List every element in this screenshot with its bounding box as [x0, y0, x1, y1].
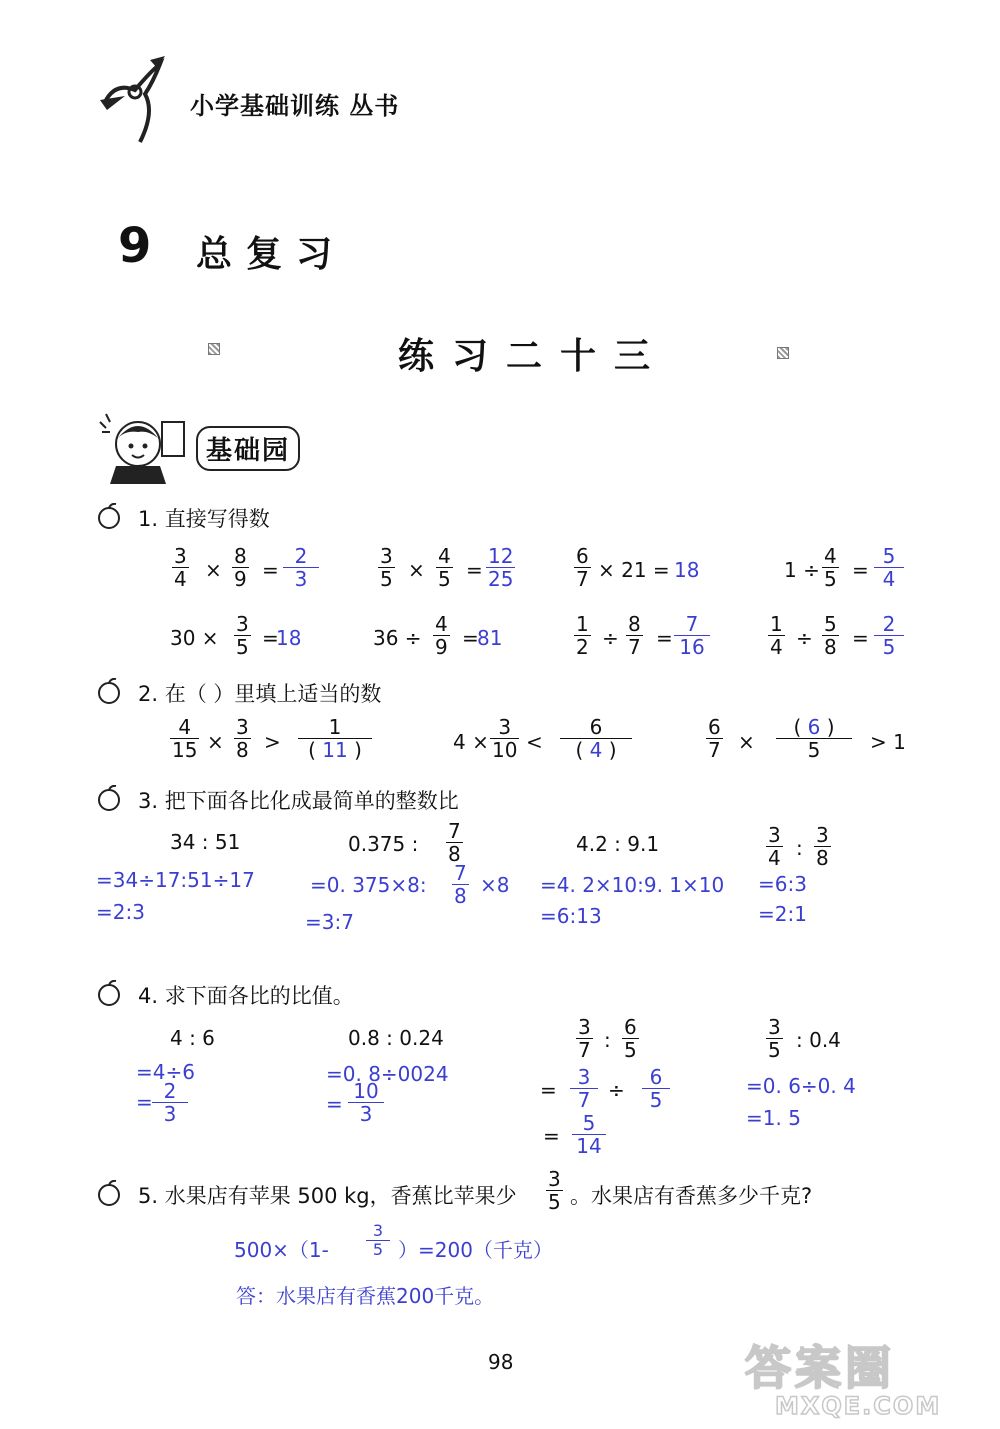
- fraction: 4 15: [172, 715, 198, 762]
- fraction: 6 5: [642, 1066, 670, 1111]
- fraction: 7 8: [448, 819, 461, 866]
- fraction: 3 7: [578, 1015, 591, 1062]
- fraction: 6 7: [708, 715, 721, 762]
- answer: 81: [477, 626, 503, 650]
- fraction: 4 9: [435, 612, 448, 659]
- fraction: 3 7: [570, 1066, 598, 1111]
- fraction: 3 8: [816, 823, 829, 870]
- fraction: 8 9: [234, 544, 247, 591]
- blank-answer: 4: [589, 738, 603, 762]
- ornament-right-icon: [777, 347, 789, 359]
- blank-fraction: ( 6 ) 5: [776, 716, 852, 761]
- question-1-label: 1. 直接写得数: [138, 507, 270, 531]
- apple-bullet-icon: [96, 980, 122, 1006]
- answer-fraction: 5 4: [874, 545, 904, 590]
- answer: 18: [674, 558, 700, 582]
- section-banner: [96, 408, 296, 486]
- apple-bullet-icon: [96, 503, 122, 529]
- question-5-label-tail: 。水果店有香蕉多少千克?: [570, 1184, 813, 1208]
- watermark: [735, 1330, 985, 1425]
- blank-answer: 11: [322, 738, 348, 762]
- blank-fraction: 6 ( 4 ): [560, 716, 632, 761]
- fraction: 6 7: [576, 544, 589, 591]
- chapter-title: 总复习: [196, 234, 347, 275]
- answer-fraction: 2 3: [152, 1080, 188, 1125]
- fraction: 4 5: [438, 544, 451, 591]
- question-4-label: 4. 求下面各比的比值。: [138, 984, 354, 1008]
- answer-fraction: 2 3: [283, 545, 319, 590]
- fraction: 3 5: [366, 1222, 390, 1259]
- question-2-label: 2. 在（ ）里填上适当的数: [138, 682, 382, 706]
- question-3-label: 3. 把下面各比化成最简单的整数比: [138, 789, 459, 813]
- page-number: 98: [488, 1350, 514, 1374]
- answer-fraction: 12 25: [488, 544, 514, 591]
- fraction: 3 5: [236, 612, 249, 659]
- q5-answer: 答：水果店有香蕉200千克。: [236, 1284, 495, 1308]
- fraction: 6 5: [624, 1015, 637, 1062]
- fraction: 3 5: [768, 1015, 781, 1062]
- fraction: 3 5: [548, 1167, 561, 1214]
- chapter-number: 9: [118, 218, 152, 274]
- question-5-label: 5. 水果店有苹果 500 kg，香蕉比苹果少: [138, 1184, 517, 1208]
- apple-bullet-icon: [96, 1180, 122, 1206]
- fraction: 4 5: [824, 544, 837, 591]
- blank-answer: 6: [807, 715, 821, 739]
- fraction: 3 4: [768, 823, 781, 870]
- fraction: 8 7: [628, 612, 641, 659]
- watermark-text-bottom: MXQE.COM: [775, 1392, 942, 1420]
- blank-fraction: 1 ( 11 ): [298, 716, 372, 761]
- section-label: 基础园: [196, 426, 300, 471]
- series-title: 小学基础训练 丛书: [190, 92, 400, 120]
- fraction: 3 8: [236, 715, 249, 762]
- fraction: 7 8: [454, 861, 467, 908]
- answer: 18: [276, 626, 302, 650]
- fraction: 1 4: [770, 612, 783, 659]
- fraction: 1 2: [576, 612, 589, 659]
- answer-fraction: 2 5: [874, 613, 904, 658]
- series-logo-icon: [95, 52, 175, 152]
- fraction: 5 8: [824, 612, 837, 659]
- q5-work-tail: ）=200（千克）: [398, 1238, 553, 1262]
- answer-fraction: 10 3: [348, 1080, 384, 1125]
- answer-fraction: 5 14: [572, 1112, 606, 1157]
- fraction: 3 10: [492, 715, 518, 762]
- answer-fraction: 7 16: [674, 613, 710, 658]
- apple-bullet-icon: [96, 678, 122, 704]
- ornament-left-icon: [208, 343, 220, 355]
- exercise-title: 练习二十三: [398, 335, 669, 377]
- q5-work: 500×（1-: [234, 1238, 329, 1262]
- fraction: 3 5: [380, 544, 393, 591]
- watermark-text-top: 答案圈: [745, 1341, 895, 1395]
- apple-bullet-icon: [96, 785, 122, 811]
- fraction: 3 4: [174, 544, 187, 591]
